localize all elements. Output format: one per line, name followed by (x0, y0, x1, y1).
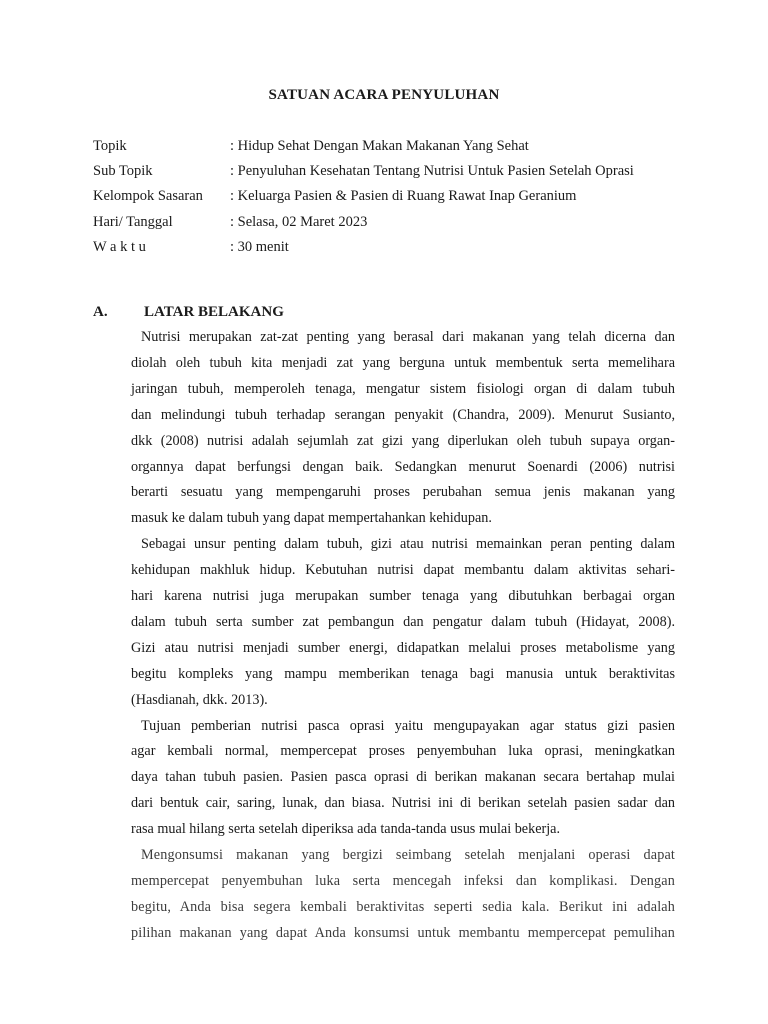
text-line: diolah oleh tubuh kita menjadi zat yang berguna untuk membentuk serta memelihara (131, 354, 675, 371)
section-title: LATAR BELAKANG (144, 304, 284, 320)
text-line: Sebagai unsur penting dalam tubuh, gizi atau nutrisi memainkan peran penting dalam (141, 536, 675, 553)
info-label: Kelompok Sasaran (93, 188, 203, 205)
text-line: Tujuan pemberian nutrisi pasca oprasi yaitu mengupayakan agar status gizi pasien (141, 717, 675, 734)
info-label: Topik (93, 138, 127, 154)
text-line: Mengonsumsi makanan yang bergizi seimbang setelah menjalani operasi dapat (141, 847, 675, 863)
text-line: (Hasdianah, dkk. 2013). (131, 691, 268, 708)
text-line: dkk (2008) nutrisi adalah sejumlah zat gizi yang diperlukan oleh tubuh supaya organ- (131, 432, 675, 449)
info-value: : Penyuluhan Kesehatan Tentang Nutrisi Untuk Pasien Setelah Oprasi (230, 163, 634, 180)
text-line: pilihan makanan yang dapat Anda konsumsi untuk membantu mempercepat pemulihan (131, 924, 675, 941)
info-label: W a k t u (93, 238, 146, 255)
info-value: : 30 menit (230, 238, 289, 255)
text-line: mempercepat penyembuhan luka serta mencegah infeksi dan komplikasi. Dengan (131, 872, 675, 889)
text-line: dari bentuk cair, saring, lunak, dan biasa. Nutrisi ini di berikan setelah pasien sadar dan (131, 795, 675, 812)
text-line: organnya dapat berfungsi dengan baik. Sedangkan menurut Soenardi (2006) nutrisi (131, 458, 675, 475)
document-title: SATUAN ACARA PENYULUHAN (268, 87, 500, 103)
info-value: : Hidup Sehat Dengan Makan Makanan Yang Sehat (230, 138, 529, 154)
text-line: jaringan tubuh, memperoleh tenaga, mengatur sistem fisiologi organ di dalam tubuh (131, 380, 675, 397)
info-value: : Selasa, 02 Maret 2023 (230, 213, 368, 230)
section-number: A. (93, 304, 108, 320)
text-line: berarti sesuatu yang mempengaruhi proses perubahan semua jenis makanan yang (131, 484, 675, 501)
text-line: Gizi atau nutrisi menjadi sumber energi, didapatkan melalui proses metabolisme yang (131, 639, 675, 656)
text-line: agar kembali normal, mempercepat proses penyembuhan luka oprasi, meningkatkan (131, 743, 675, 760)
info-label: Sub Topik (93, 163, 153, 180)
text-line: daya tahan tubuh pasien. Pasien pasca oprasi di berikan makanan secara bertahap mulai (131, 769, 675, 786)
text-line: begitu, Anda bisa segera kembali beraktivitas seperti sedia kala. Berikut ini adalah (131, 898, 675, 915)
text-line: dan melindungi tubuh terhadap serangan penyakit (Chandra, 2009). Menurut Susianto, (131, 406, 675, 423)
text-line: masuk ke dalam tubuh yang dapat mempertahankan kehidupan. (131, 510, 492, 527)
text-line: begitu kompleks yang mampu memberikan tenaga bagi manusia untuk beraktivitas (131, 665, 675, 682)
text-line: rasa mual hilang serta setelah diperiksa ada tanda-tanda usus mulai bekerja. (131, 821, 561, 838)
info-value: : Keluarga Pasien & Pasien di Ruang Rawat Inap Geranium (230, 188, 577, 205)
text-line: hari karena nutrisi juga merupakan sumber tenaga yang dibutuhkan berbagai organ (131, 588, 675, 604)
info-label: Hari/ Tanggal (93, 213, 173, 230)
text-line: kehidupan makhluk hidup. Kebutuhan nutrisi dapat membantu dalam aktivitas sehari- (131, 562, 675, 579)
text-line: Nutrisi merupakan zat-zat penting yang berasal dari makanan yang telah dicerna dan (141, 329, 675, 345)
text-line: dalam tubuh serta sumber zat pembangun dan pengatur dalam tubuh (Hidayat, 2008). (131, 613, 675, 630)
